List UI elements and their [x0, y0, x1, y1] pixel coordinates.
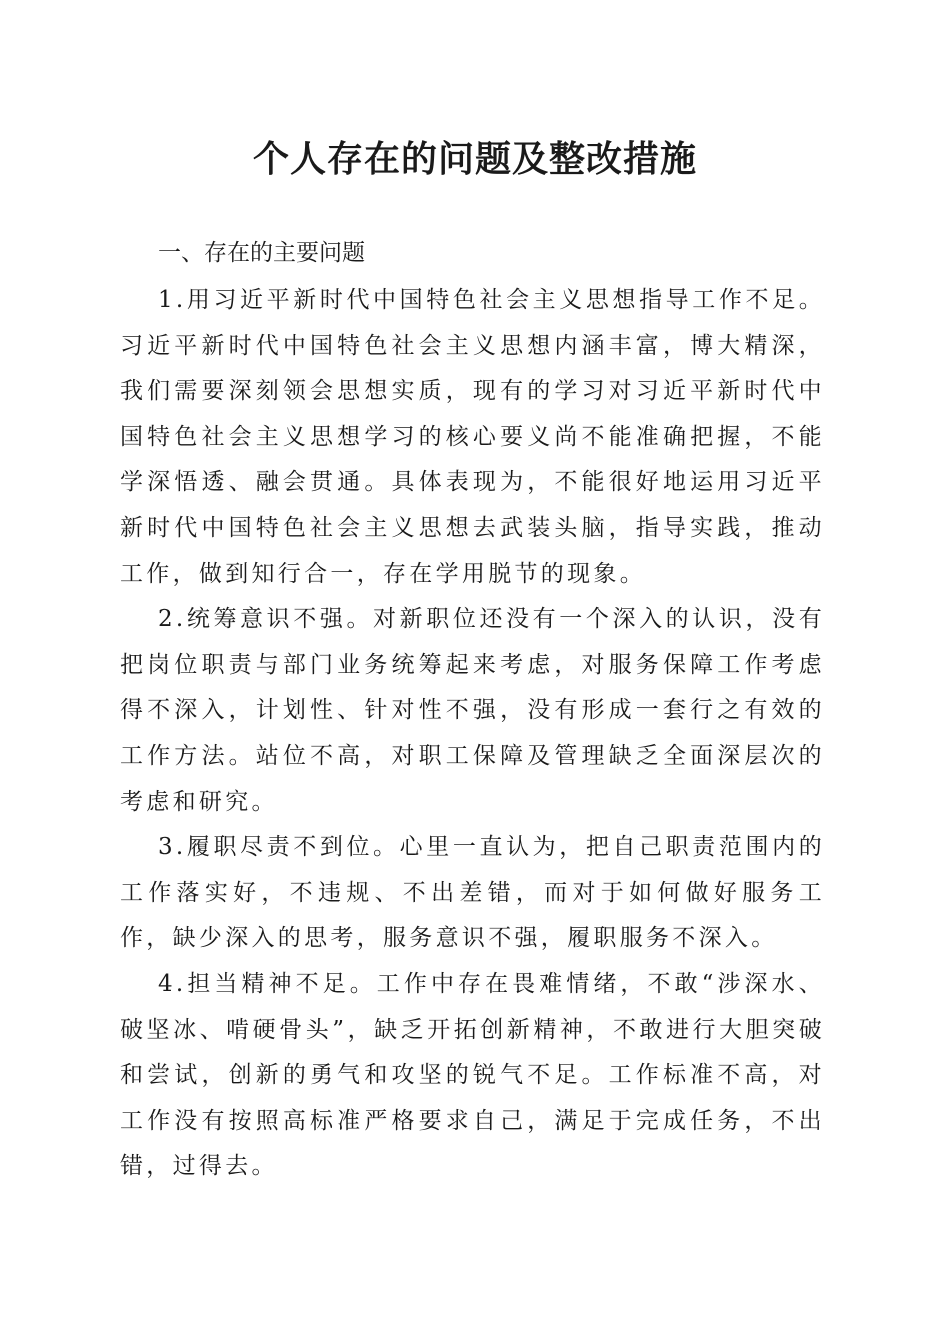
document-body: [120, 278, 825, 1190]
paragraph-issue-2: 2.统筹意识不强。对新职位还没有一个深入的认识，没有把岗位职责与部门业务统筹起来考虑，对服务保障工作考虑得不深入，计划性、针对性不强，没有形成一套行之有效的工作方法。站位不高，对职工保障及管理缺乏全面深层次的考虑和研究。: [120, 606, 825, 815]
paragraph-issue-4: 4.担当精神不足。工作中存在畏难情绪，不敢“涉深水、破坚冰、啃硬骨头”，缺乏开拓创新精神，不敢进行大胆突破和尝试，创新的勇气和攻坚的锐气不足。工作标准不高，对工作没有按照高标准严格要求自己，满足于完成任务，不出错，过得去。: [120, 970, 825, 1180]
paragraph-issue-3: 3.履职尽责不到位。心里一直认为，把自己职责范围内的工作落实好，不违规、不出差错，而对于如何做好服务工作，缺少深入的思考，服务意识不强，履职服务不深入。: [120, 834, 825, 952]
document-title: 个人存在的问题及整改措施: [252, 138, 697, 180]
section-heading: 一、存在的主要问题: [158, 240, 365, 266]
paragraph-issue-1: 1.用习近平新时代中国特色社会主义思想指导工作不足。习近平新时代中国特色社会主义思想内涵丰富，博大精深，我们需要深刻领会思想实质，现有的学习对习近平新时代中国特色社会主义思想学习的核心要义尚不能准确把握，不能学深悟透、融会贯通。具体表现为，不能很好地运用习近平新时代中国特色社会主义思想去武装头脑，指导实践，推动工作，做到知行合一，存在学用脱节的现象。: [120, 287, 825, 587]
